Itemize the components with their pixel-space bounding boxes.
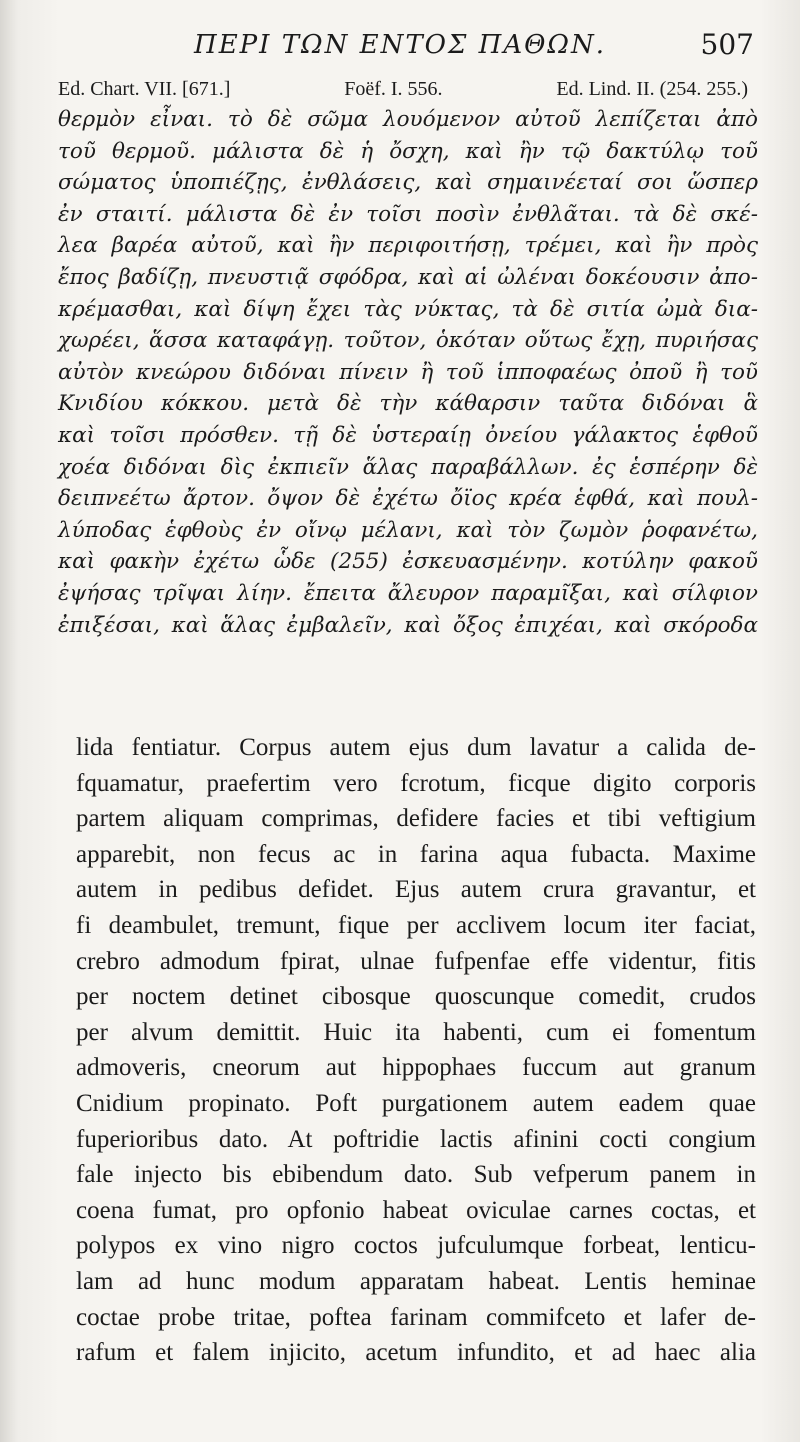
latin-text-line: fale injecto bis ebibendum dato. Sub vefperum panem in bbox=[76, 1161, 756, 1189]
greek-text-line: χοέα διδόναι δὶς ἐκπιεῖν ἅλας παραβάλλων. ἐς ἑσπέρην δὲ bbox=[58, 454, 758, 480]
greek-text-line: ἔπος βαδίζῃ, πνευστιᾷ σφόδρα, καὶ αἱ ὠλέναι δοκέουσιν ἀπο- bbox=[58, 264, 758, 290]
latin-text-line: Cnidium propinato. Poft purgationem autem eadem quae bbox=[76, 1089, 756, 1117]
latin-text-line: per alvum demittit. Huic ita habenti, cum ei fomentum bbox=[76, 1018, 756, 1046]
greek-text-line: σώματος ὑποπιέζῃς, ἐνθλάσεις, καὶ σημαινέεταί σοι ὥσπερ bbox=[58, 170, 758, 196]
latin-text-line: polypos ex vino nigro coctos jufculumque forbeat, lenticu- bbox=[76, 1232, 756, 1260]
greek-text-line: ἐπιξέσαι, καὶ ἅλας ἐμβαλεῖν, καὶ ὄξος ἐπιχέαι, καὶ σκόροδα bbox=[58, 612, 758, 638]
greek-text-block bbox=[58, 104, 758, 641]
greek-text-line: αὐτὸν κνεώρου διδόναι πίνειν ἢ τοῦ ἱπποφαέως ὀποῦ ἢ τοῦ bbox=[58, 359, 758, 385]
edition-chartier: Ed. Chart. VII. [671.] bbox=[58, 78, 231, 100]
latin-text-line: per noctem detinet cibosque quoscunque comedit, crudos bbox=[76, 983, 756, 1011]
latin-text-line: fquamatur, praefertim vero fcrotum, ficque digito corporis bbox=[76, 769, 756, 797]
edition-linden: Ed. Lind. II. (254. 255.) bbox=[556, 78, 748, 100]
latin-text-line: admoveris, cneorum aut hippophaes fuccum aut granum bbox=[76, 1054, 756, 1082]
latin-text-block bbox=[76, 730, 756, 1371]
greek-text-line: καὶ τοῖσι πρόσθεν. τῇ δὲ ὑστεραίῃ ὀνείου γάλακτος ἑφθοῦ bbox=[58, 422, 758, 448]
latin-text-line: lida fentiatur. Corpus autem ejus dum lavatur a calida de- bbox=[76, 734, 756, 761]
greek-text-line: Κνιδίου κόκκου. μετὰ δὲ τὴν κάθαρσιν ταῦτα διδόναι ἃ bbox=[58, 391, 758, 417]
greek-text-line: τοῦ θερμοῦ. μάλιστα δὲ ἡ ὄσχη, καὶ ἢν τῷ δακτύλῳ τοῦ bbox=[58, 138, 758, 164]
greek-text-line: θερμὸν εἶναι. τὸ δὲ σῶμα λουόμενον αὐτοῦ λεπίζεται ἀπὸ bbox=[58, 107, 758, 132]
latin-text-line: coctae probe tritae, poftea farinam commifceto et lafer de- bbox=[76, 1303, 756, 1331]
latin-text-line: apparebit, non fecus ac in farina aqua fubacta. Maxime bbox=[76, 840, 756, 868]
greek-text-line: ἐψήσας τρῖψαι λίην. ἔπειτα ἄλευρον παραμῖξαι, καὶ σίλφιον bbox=[58, 580, 758, 606]
edition-references bbox=[58, 78, 748, 101]
greek-text-line: καὶ φακὴν ἐχέτω ὧδε (255) ἐσκευασμένην. κοτύλην φακοῦ bbox=[58, 549, 758, 575]
latin-text-line: coena fumat, pro opfonio habeat oviculae carnes coctas, et bbox=[76, 1196, 756, 1224]
greek-text-line: λεα βαρέα αὐτοῦ, καὶ ἢν περιφοιτήσῃ, τρέμει, καὶ ἢν πρὸς bbox=[58, 233, 758, 259]
edition-foesius: Foëf. I. 556. bbox=[344, 78, 443, 100]
greek-text-line: λύποδας ἑφθοὺς ἐν οἴνῳ μέλανι, καὶ τὸν ζωμὸν ῥοφανέτω, bbox=[58, 517, 758, 543]
latin-text-line: crebro admodum fpirat, ulnae fufpenfae effe videntur, fitis bbox=[76, 947, 756, 975]
latin-text-line: partem aliquam comprimas, defidere facies et tibi veftigium bbox=[76, 805, 756, 833]
greek-text-line: κρέμασθαι, καὶ δίψη ἔχει τὰς νύκτας, τὰ δὲ σιτία ὠμὰ δια- bbox=[58, 296, 758, 322]
latin-text-line: fi deambulet, tremunt, fique per acclivem locum iter faciat, bbox=[76, 911, 756, 939]
latin-text-line: fuperioribus dato. At poftridie lactis afinini cocti congium bbox=[76, 1125, 756, 1153]
running-head: ΠΕΡΙ ΤΩΝ ΕΝΤΟΣ ΠΑΘΩΝ. bbox=[194, 30, 606, 60]
latin-text-line: lam ad hunc modum apparatam habeat. Lentis heminae bbox=[76, 1267, 756, 1295]
greek-text-line: χωρέει, ἅσσα καταφάγῃ. τοῦτον, ὁκόταν οὕτως ἔχῃ, πυριήσας bbox=[58, 328, 758, 354]
page-number: 507 bbox=[700, 28, 754, 61]
greek-text-line: δειπνεέτω ἄρτον. ὄψον δὲ ἐχέτω ὄϊος κρέα ἑφθά, καὶ πουλ- bbox=[58, 486, 758, 512]
latin-text-line: rafum et falem injicito, acetum infundito, et ad haec alia bbox=[76, 1339, 756, 1367]
latin-text-line: autem in pedibus defidet. Ejus autem crura gravantur, et bbox=[76, 876, 756, 904]
greek-text-line: ἐν σταιτί. μάλιστα δὲ ἐν τοῖσι ποσὶν ἐνθλᾶται. τὰ δὲ σκέ- bbox=[58, 201, 758, 227]
